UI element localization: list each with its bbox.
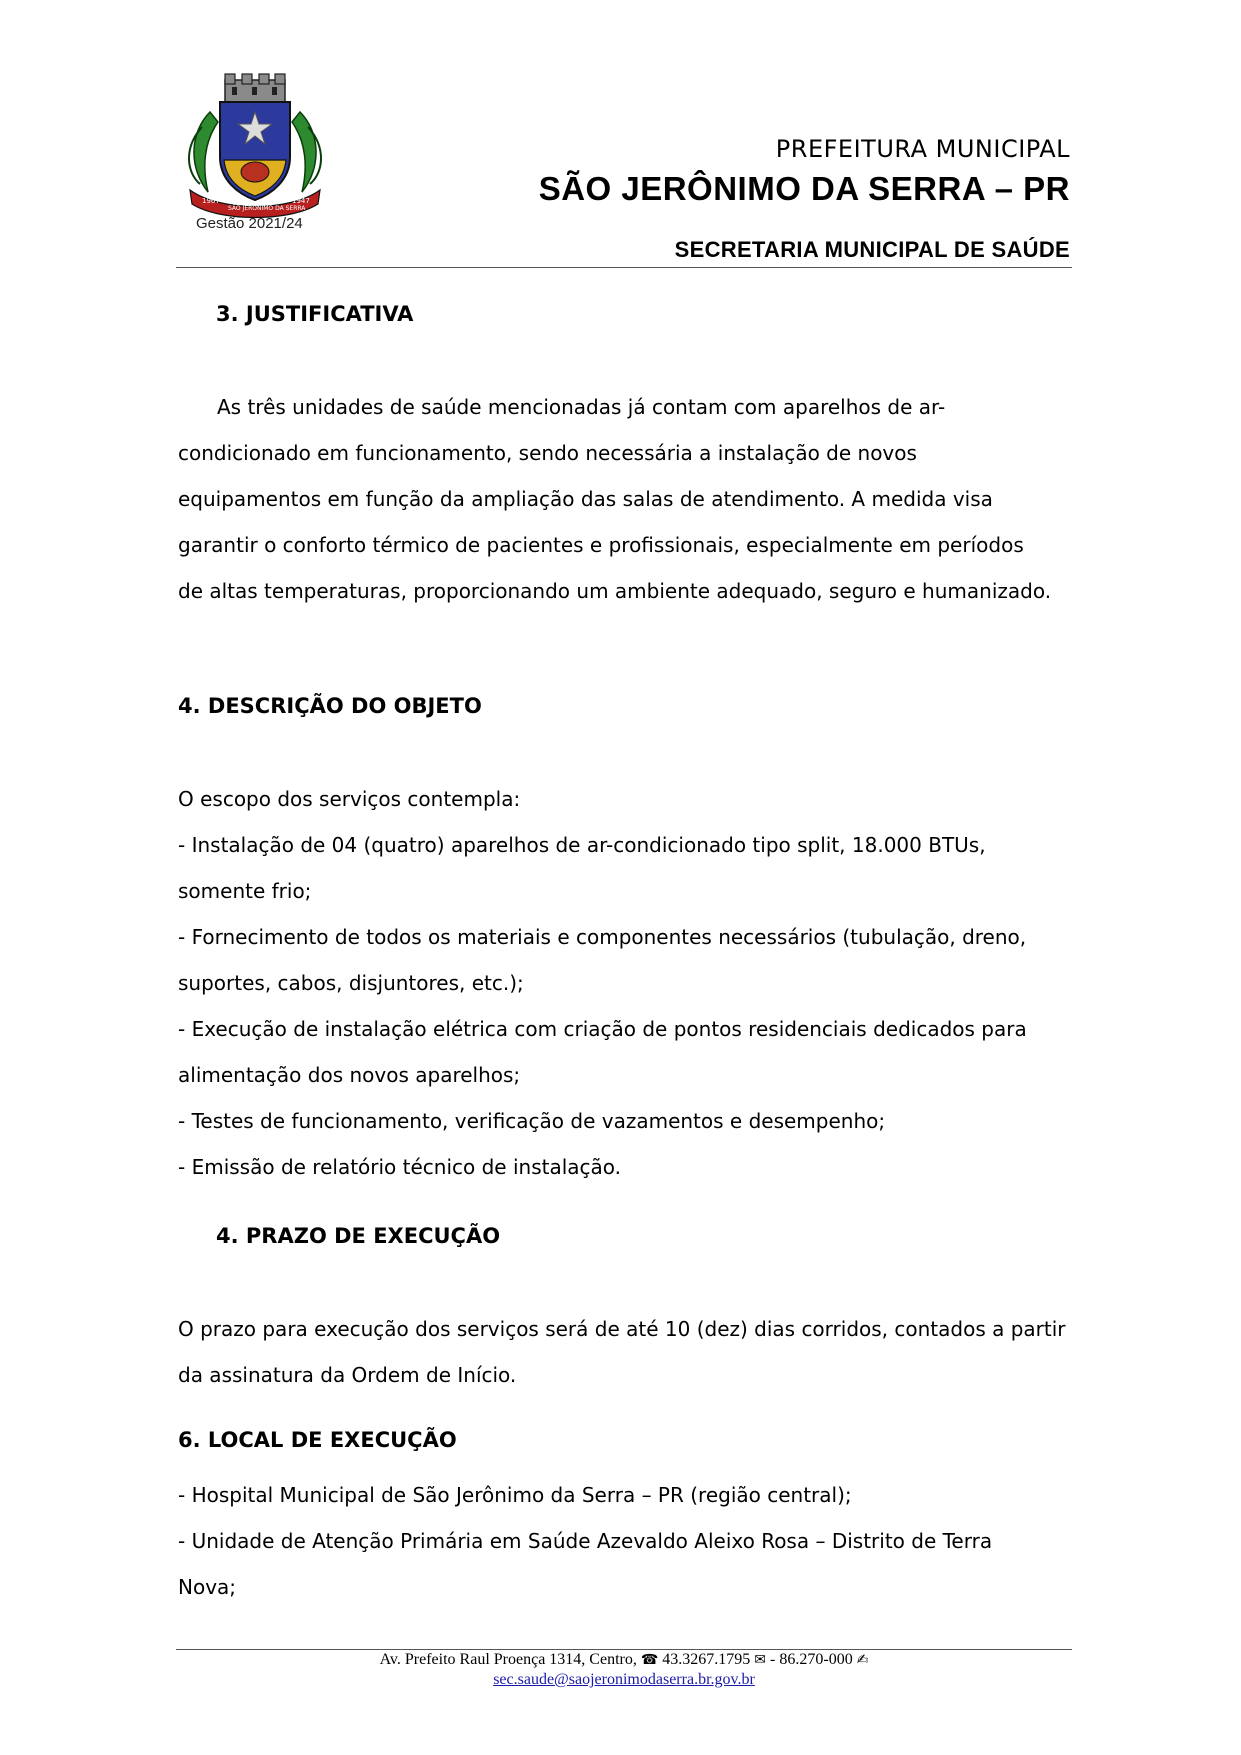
descricao-line: alimentação dos novos aparelhos;: [178, 1063, 521, 1087]
crest-year-right: 1947: [292, 197, 310, 205]
mailbox-icon: ✍: [856, 1652, 869, 1668]
footer-address: Av. Prefeito Raul Proença 1314, Centro,: [379, 1651, 637, 1668]
justificativa-line: condicionado em funcionamento, sendo necessária a instalação de novos: [178, 441, 917, 465]
descricao-line: O escopo dos serviços contempla:: [178, 787, 521, 811]
footer-email-line: [176, 1671, 1072, 1689]
secretaria-title: SECRETARIA MUNICIPAL DE SAÚDE: [674, 237, 1070, 262]
envelope-icon: ✉: [754, 1652, 767, 1668]
municipal-crest-logo: [180, 72, 330, 222]
footer-email-link[interactable]: sec.saude@saojeronimodaserra.br.gov.br: [493, 1671, 755, 1688]
local-line: - Unidade de Atenção Primária em Saúde Azevaldo Aleixo Rosa – Distrito de Terra: [178, 1529, 993, 1553]
justificativa-line: As três unidades de saúde mencionadas já contam com aparelhos de ar-: [217, 395, 946, 419]
descricao-line: - Emissão de relatório técnico de instalação.: [178, 1155, 622, 1179]
crest-year-left: 1967: [202, 197, 220, 205]
gestao-label: Gestão 2021/24: [196, 215, 303, 232]
footer-cep: - 86.270-000: [770, 1651, 853, 1668]
prazo-line: O prazo para execução dos serviços será de até 10 (dez) dias corridos, contados a partir: [178, 1317, 1066, 1341]
prefeitura-title: PREFEITURA MUNICIPAL: [775, 135, 1070, 163]
footer-phone: 43.3267.1795: [662, 1651, 751, 1668]
descricao-line: - Instalação de 04 (quatro) aparelhos de ar-condicionado tipo split, 18.000 BTUs,: [178, 833, 986, 857]
heading-descricao: 4. DESCRIÇÃO DO OBJETO: [178, 694, 482, 718]
phone-icon: ☎: [640, 1652, 659, 1668]
local-line: - Hospital Municipal de São Jerônimo da Serra – PR (região central);: [178, 1483, 852, 1507]
list-local: [178, 1472, 1078, 1610]
footer-divider: [176, 1649, 1072, 1650]
footer-address-line: [176, 1651, 1072, 1669]
paragraph-justificativa: [178, 384, 1078, 614]
header-divider: [176, 267, 1072, 268]
descricao-line: - Execução de instalação elétrica com criação de pontos residenciais dedicados para: [178, 1017, 1027, 1041]
paragraph-prazo: [178, 1306, 1078, 1398]
descricao-line: somente frio;: [178, 879, 312, 903]
heading-local: 6. LOCAL DE EXECUÇÃO: [178, 1428, 457, 1452]
justificativa-line: garantir o conforto térmico de pacientes e profissionais, especialmente em períodos: [178, 533, 1024, 557]
descricao-line: suportes, cabos, disjuntores, etc.);: [178, 971, 524, 995]
heading-prazo: 4. PRAZO DE EXECUÇÃO: [216, 1224, 501, 1248]
descricao-line: - Testes de funcionamento, verificação de vazamentos e desempenho;: [178, 1109, 886, 1133]
justificativa-line: equipamentos em função da ampliação das salas de atendimento. A medida visa: [178, 487, 993, 511]
crest-ribbon-text: SÃO JERÔNIMO DA SERRA: [228, 205, 306, 212]
city-title: SÃO JERÔNIMO DA SERRA – PR: [538, 170, 1070, 207]
prazo-line: da assinatura da Ordem de Início.: [178, 1363, 517, 1387]
heading-justificativa: 3. JUSTIFICATIVA: [216, 302, 414, 326]
descricao-line: - Fornecimento de todos os materiais e componentes necessários (tubulação, dreno,: [178, 925, 1027, 949]
local-line: Nova;: [178, 1575, 237, 1599]
list-descricao: [178, 776, 1078, 1190]
justificativa-line: de altas temperaturas, proporcionando um ambiente adequado, seguro e humanizado.: [178, 579, 1052, 603]
